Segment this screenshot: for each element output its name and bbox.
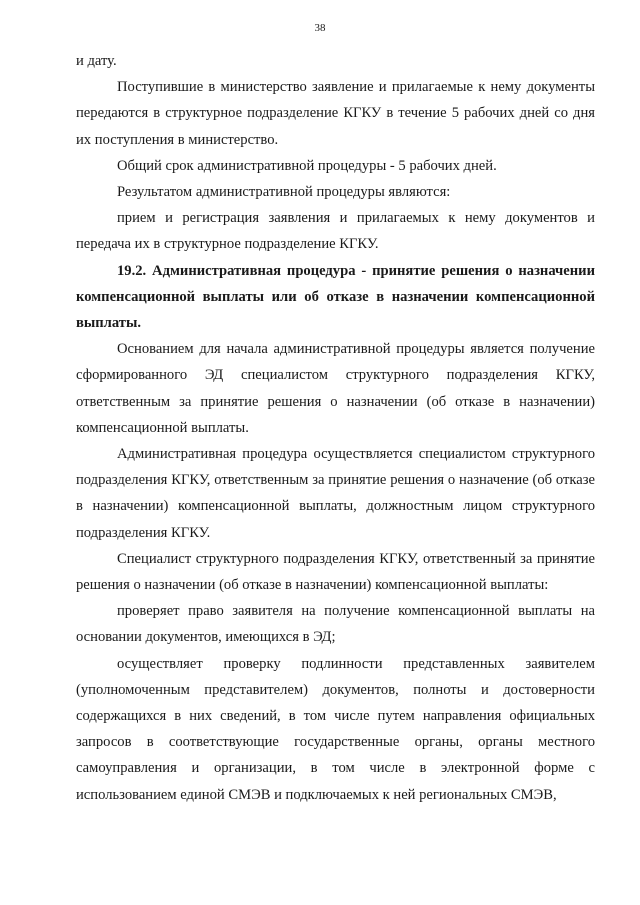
paragraph: Административная процедура осуществляется специалистом структурного подразделения КГКУ, ответственным за принятие решения о назначение (об отказе в назначении) компенсационной выплаты, должностным лицом структурного подразделения КГКУ.: [76, 446, 595, 541]
paragraph: прием и регистрация заявления и прилагаемых к нему документов и передача их в структурное подразделение КГКУ.: [76, 210, 595, 253]
section-heading: 19.2. Административная процедура - принятие решения о назначении компенсационной выплаты или об отказе в назначении компенсационной выплаты.: [76, 262, 595, 332]
page-number: 38: [314, 22, 326, 34]
document-body: [76, 48, 595, 808]
paragraph: Поступившие в министерство заявление и прилагаемые к нему документы передаются в структурное подразделение КГКУ в течение 5 рабочих дней со дня их поступления в министерство.: [76, 79, 595, 148]
paragraph: проверяет право заявителя на получение компенсационной выплаты на основании документов, имеющихся в ЭД;: [76, 603, 595, 646]
paragraph: Специалист структурного подразделения КГКУ, ответственный за принятие решения о назначении (об отказе в назначении) компенсационной выплаты:: [76, 550, 595, 594]
paragraph: осуществляет проверку подлинности представленных заявителем (уполномоченным представителем) документов, полноты и достоверности содержащихся в них сведений, в том числе путем направления официальных запросов в соответствующие государственные органы, органы местного самоуправления и организации, в том числе в электронной форме с использованием единой СМЭВ и подключаемых к ней региональных СМЭВ,: [76, 655, 595, 803]
paragraph: Общий срок административной процедуры - 5 рабочих дней.: [117, 157, 497, 174]
paragraph: Результатом административной процедуры являются:: [117, 184, 451, 201]
paragraph-continuation: и дату.: [76, 53, 117, 69]
paragraph: Основанием для начала административной процедуры является получение сформированного ЭД специалистом структурного подразделения КГКУ, ответственным за принятие решения о назначении (об отказе в назначении) компенсационной выплаты.: [76, 341, 595, 436]
